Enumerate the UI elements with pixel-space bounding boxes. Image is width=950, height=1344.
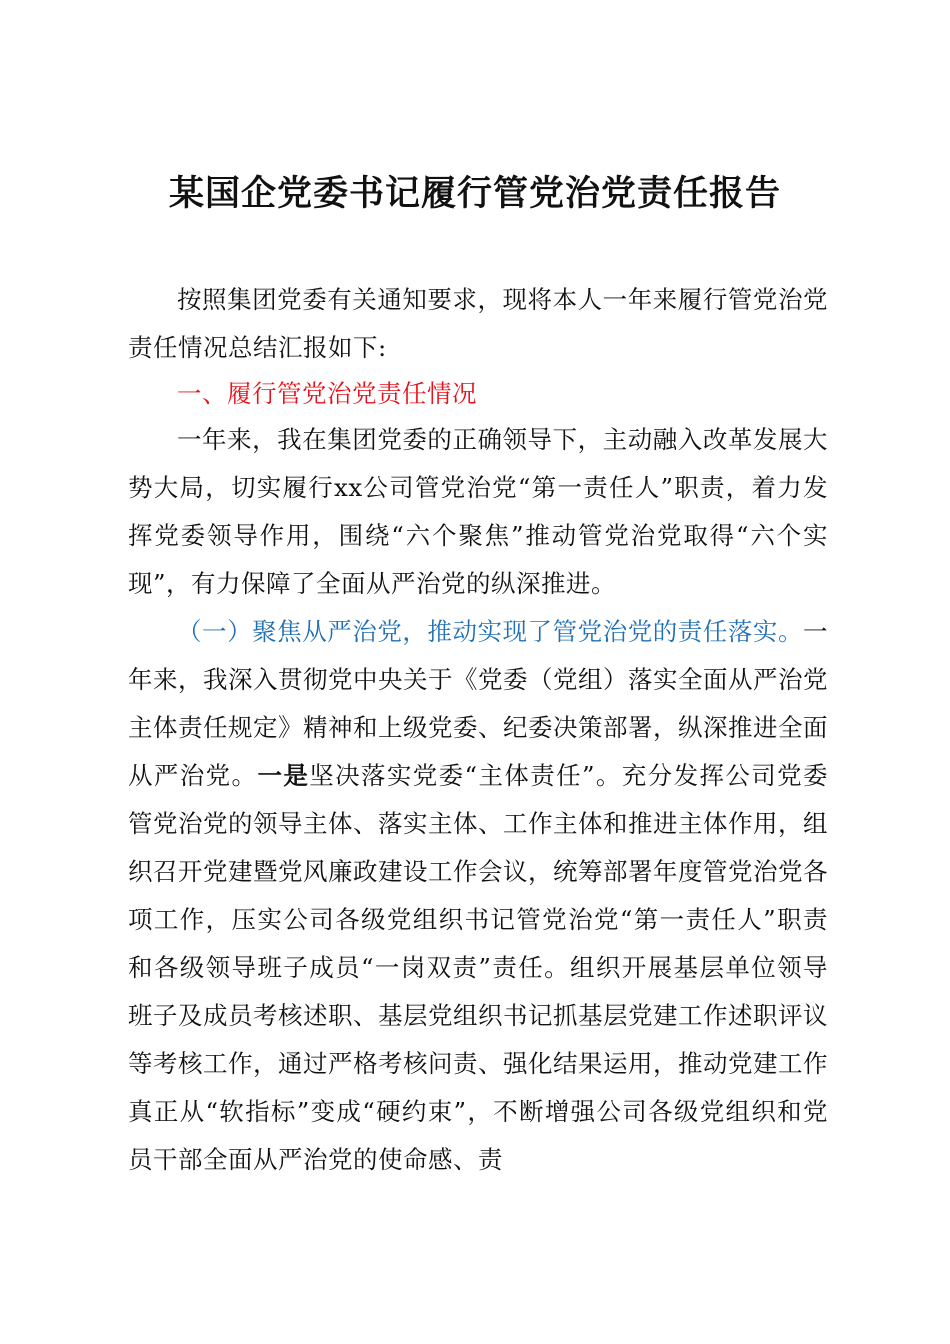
subsection-heading: （一）聚焦从严治党，推动实现了管党治党的责任落实。 [177,617,803,646]
section-paragraph: 一年来，我在集团党委的正确领导下，主动融入改革发展大势大局，切实履行xx公司管党治党“第一责任人”职责，着力发挥党委领导作用，围绕“六个聚焦”推动管党治党取得“六个实现”，有力保障了全面从严治党的纵深推进。 [128,425,828,598]
intro-paragraph: 按照集团党委有关通知要求，现将本人一年来履行管党治党责任情况总结汇报如下: [128,285,828,362]
subsection-text-a: 一年来，我深入贯彻党中央关于《党委（党组）落实全面从严治党主体责任规定》精神和上级党委、纪委决策部署，纵深推进全面从严治党。 [128,617,828,790]
subsection-paragraph [128,608,828,1184]
document-title: 某国企党委书记履行管党治党责任报告 [168,174,781,214]
section-heading: 一、履行管党治党责任情况 [177,379,477,408]
subsection-text-b: 坚决落实党委“主体责任”。充分发挥公司党委管党治党的领导主体、落实主体、工作主体和推进主体作用，组织召开党建暨党风廉政建设工作会议，统筹部署年度管党治党各项工作，压实公司各级党组织书记管党治党“第一责任人”职责和各级领导班子成员“一岗双责”责任。组织开展基层单位领导班子及成员考核述职、基层党组织书记抓基层党建工作述职评议等考核工作，通过严格考核问责、强化结果运用，推动党建工作真正从“软指标”变成“硬约束”，不断增强公司各级党组织和党员干部全面从严治党的使命感、责 [128,761,828,1174]
emphasis-label: 一是 [257,761,310,790]
